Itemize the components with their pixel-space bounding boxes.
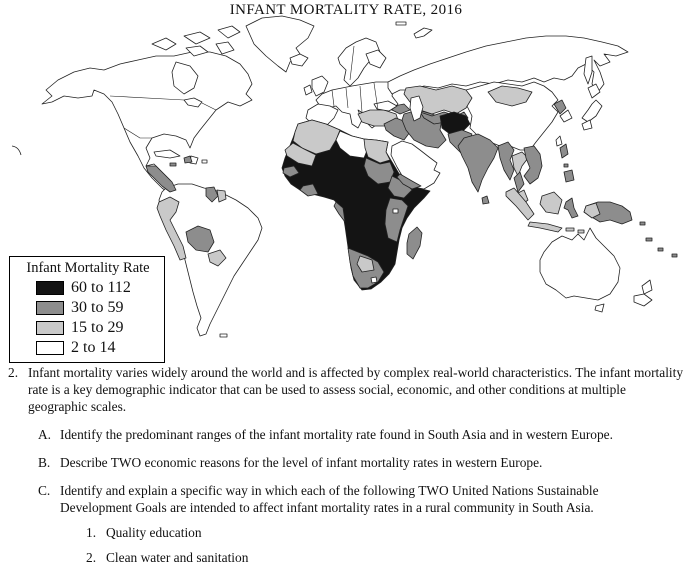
region-arctic-island: [218, 26, 240, 38]
region-novaya-zemlya: [414, 28, 432, 38]
legend-row: [36, 299, 160, 317]
region-central-america: [146, 166, 176, 192]
sub-item-1: [86, 524, 684, 541]
sub-item-text: Clean water and sanitation: [106, 550, 249, 565]
legend-swatch-60-112: [36, 281, 64, 295]
legend-swatch-30-59: [36, 301, 64, 315]
region-svalbard: [396, 22, 406, 25]
region-madagascar: [407, 227, 422, 259]
region-falklands: [220, 334, 227, 337]
region-taiwan: [556, 136, 562, 146]
region-cuba: [154, 150, 180, 158]
region-lesotho: [371, 277, 377, 283]
question-2: [8, 364, 684, 415]
region-arctic-island: [152, 38, 176, 50]
region-japan-honshu: [582, 100, 602, 122]
region-new-zealand-north: [642, 280, 652, 294]
region-myanmar: [498, 142, 514, 180]
legend-swatch-15-29: [36, 321, 64, 335]
question-part-c: [38, 482, 684, 516]
region-sulawesi: [564, 198, 578, 218]
question-part-b: [38, 454, 684, 471]
region-fiji: [672, 254, 677, 257]
region-new-caledonia: [658, 248, 663, 251]
part-text: Describe TWO economic reasons for the level of infant mortality rates in western Europe.: [60, 455, 543, 470]
region-japan-kyushu: [582, 120, 592, 130]
sub-item-label: 2.: [86, 550, 97, 565]
legend-title: Infant Mortality Rate: [26, 260, 150, 276]
region-finland: [366, 50, 386, 68]
region-sri-lanka: [482, 196, 489, 204]
region-australia: [540, 228, 620, 300]
region-java: [528, 222, 562, 232]
part-label: A.: [38, 427, 52, 442]
region-india: [458, 134, 498, 192]
part-text: Identify and explain a specific way in which each of the following TWO United Nations Sustainable Development Goals are intended to affect infant mortality rates in a rural community in South Asia.: [60, 483, 599, 515]
region-philippines-visayas: [564, 164, 568, 167]
legend-label: 60 to 112: [71, 279, 131, 296]
question-block: [0, 358, 692, 566]
question-text: Infant mortality varies widely around the world and is affected by complex real-world characteristics. The infant mortality rate is a key demographic indicator that can be used to assess social, economic, and other conditions at multiple geographic scales.: [28, 365, 684, 414]
region-puerto-rico: [202, 160, 207, 163]
region-arctic-island: [184, 32, 210, 44]
part-label: B.: [38, 455, 51, 470]
legend-swatch-2-14: [36, 341, 64, 355]
sub-item-text: Quality education: [106, 525, 202, 540]
legend-label: 2 to 14: [71, 339, 116, 356]
hawaii-mark: [12, 146, 21, 155]
region-tasmania: [595, 304, 604, 312]
legend-label: 15 to 29: [71, 319, 124, 336]
region-lake-victoria: [393, 209, 398, 213]
region-philippines-luzon: [560, 144, 568, 158]
region-pacific-island: [646, 238, 652, 241]
region-lesser-sunda: [578, 230, 584, 233]
legend-row: [36, 319, 160, 337]
question-part-a: [38, 426, 684, 443]
part-text: Identify the predominant ranges of the infant mortality rate found in South Asia and in western Europe.: [60, 427, 613, 442]
region-philippines-mindanao: [564, 170, 574, 182]
map-title: INFANT MORTALITY RATE, 2016: [229, 2, 463, 18]
region-malay-peninsula: [514, 172, 524, 192]
region-arctic-island: [216, 42, 234, 54]
region-new-zealand-south: [634, 294, 652, 306]
region-vietnam-laos-cambodia: [524, 146, 542, 184]
region-borneo: [540, 192, 562, 214]
map-legend: [9, 256, 165, 363]
sub-item-label: 1.: [86, 525, 97, 540]
sub-item-2: [86, 549, 684, 566]
question-number: 2.: [8, 365, 19, 380]
region-jamaica: [170, 163, 176, 166]
region-solomons: [640, 222, 645, 225]
legend-row: [36, 339, 160, 357]
region-ireland: [304, 85, 312, 95]
legend-label: 30 to 59: [71, 299, 124, 316]
region-north-america: [42, 52, 252, 194]
part-label: C.: [38, 483, 51, 498]
region-lesser-sunda: [566, 228, 574, 231]
legend-row: [36, 279, 160, 297]
